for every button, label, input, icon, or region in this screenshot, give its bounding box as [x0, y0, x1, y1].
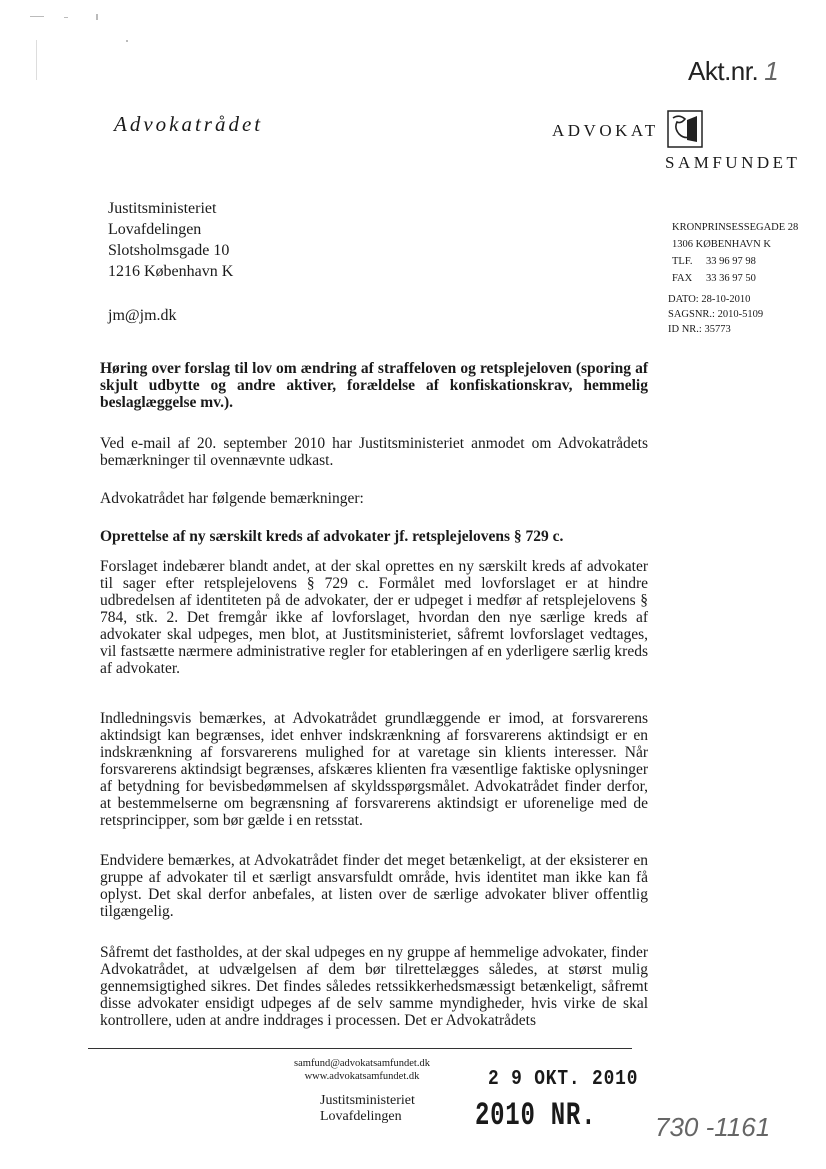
footer-email: samfund@advokatsamfundet.dk: [294, 1058, 430, 1069]
letter-meta: [668, 292, 763, 337]
letter-subject: Høring over forslag til lov om ændring af straffeloven og retsplejeloven (sporing af skjult udbytte og andre aktiver, forældelse af konfiskationskrav, hemmelig beslaglæggelse mv.).: [100, 360, 648, 411]
scan-speck: [64, 17, 68, 18]
recipient-address: [108, 198, 233, 282]
footer-recipient-line: Justitsministeriet: [320, 1093, 415, 1108]
footer-recipient: [320, 1093, 415, 1125]
scan-speck: [30, 16, 44, 17]
logo-text-samfundet: SAMFUNDET: [665, 153, 801, 172]
sender-fax: [672, 270, 798, 287]
phone-number: 33 96 97 98: [706, 256, 756, 267]
scan-speck: [96, 14, 98, 20]
meta-case-number: SAGSNR.: 2010-5109: [668, 309, 764, 320]
sender-phone: [672, 253, 798, 270]
recipient-email: jm@jm.dk: [108, 307, 177, 324]
footer-website: www.advokatsamfundet.dk: [304, 1071, 420, 1082]
sender-street: KRONPRINSESSEGADE 28: [672, 222, 799, 233]
akt-nr-handwritten: 1: [764, 56, 779, 86]
journal-number-stamp: 2010 NR.: [475, 1097, 597, 1134]
advokatsamfundet-emblem-icon: [667, 110, 703, 148]
sender-city: 1306 KØBENHAVN K: [672, 239, 771, 250]
logo-text-advokat: ADVOKAT: [552, 121, 659, 140]
paragraph: Advokatrådet har følgende bemærkninger:: [100, 490, 364, 507]
recipient-line: Slotsholmsgade 10: [108, 242, 230, 259]
organisation-name: Advokatrådet: [114, 112, 264, 136]
paragraph: Forslaget indebærer blandt andet, at der skal oprettes en ny særskilt kreds af advokater til sager efter retsplejelovens § 729 c. Formålet med lovforslaget er at hindre udbredelsen af identiteten på de advokater, der er udpeget i medfør af retsplejelovens § 784, stk. 2. Det fremgår ikke af lovforslaget, hvordan den nye særlige kreds af advokater skal udpeges, men blot, at Justitsministeriet, såfremt lovforslaget vedtages, vil fastsætte nærmere administrative regler for etableringen af en yderligere særlig kreds af advokater.: [100, 558, 648, 677]
paragraph: Ved e-mail af 20. september 2010 har Justitsministeriet anmodet om Advokatrådets bemærkninger til ovennævnte udkast.: [100, 435, 648, 469]
footer-divider: [88, 1048, 632, 1049]
scan-speck: [36, 40, 37, 80]
footer-recipient-line: Lovafdelingen: [320, 1109, 402, 1124]
paragraph: Endvidere bemærkes, at Advokatrådet finder det meget betænkeligt, at der eksisterer en gruppe af advokater til et særligt ansvarsfuldt område, hvis identitet man ikke kan få oplyst. Det skal derfor anbefales, at listen over de særlige advokater bliver offentlig tilgængelig.: [100, 852, 648, 920]
recipient-line: Justitsministeriet: [108, 200, 217, 217]
recipient-line: 1216 København K: [108, 263, 234, 280]
fax-number: 33 36 97 50: [706, 273, 756, 284]
fax-label: FAX: [672, 273, 693, 284]
paragraph: Såfremt det fastholdes, at der skal udpeges en ny gruppe af hemmelige advokater, finder Advokatrådet, at udvælgelsen af dem bør tilrettelægges således, at størst mulig gennemsigtighed sikres. Det findes således retssikkerhedsmæssigt betænkeligt, såfremt disse advokater ensidigt udpeges af de selv samme myndigheder, hvis virke de skal kontrollere, uden at andre inddrages i processen. Det er Advokatrådets: [100, 944, 648, 1029]
meta-date: DATO: 28-10-2010: [668, 294, 751, 305]
sender-contact-block: [672, 219, 798, 287]
phone-label: TLF.: [672, 256, 693, 267]
paragraph: Indledningsvis bemærkes, at Advokatrådet grundlæggende er imod, at forsvarerens aktindsigt kan begrænses, idet enhver indskrænkning af forsvarerens aktindsigt er en indskrænkning af forsvarerens mulighed for at varetage sin klients interesser. Når forsvarerens aktindsigt begrænses, afskæres klienten fra væsentlige faktiske oplysninger af betydning for bevisbedømmelsen af skyldsspørgsmålet. Advokatrådet finder derfor, at bestemmelserne om begrænsning af forsvarerens aktindsigt er uforenelige med de retsprincipper, som bør gælde i en retsstat.: [100, 710, 648, 829]
akt-nr-stamp: [688, 56, 778, 87]
received-date-stamp: 2 9 OKT. 2010: [488, 1068, 639, 1091]
meta-id-number: ID NR.: 35773: [668, 324, 731, 335]
handwritten-journal-number: 730 -1161: [655, 1112, 771, 1142]
footer-contact: [288, 1057, 436, 1083]
section-heading: Oprettelse af ny særskilt kreds af advokater jf. retsplejelovens § 729 c.: [100, 528, 564, 545]
scan-speck: [126, 40, 128, 42]
recipient-line: Lovafdelingen: [108, 221, 202, 238]
akt-nr-label: Akt.nr.: [688, 56, 759, 86]
